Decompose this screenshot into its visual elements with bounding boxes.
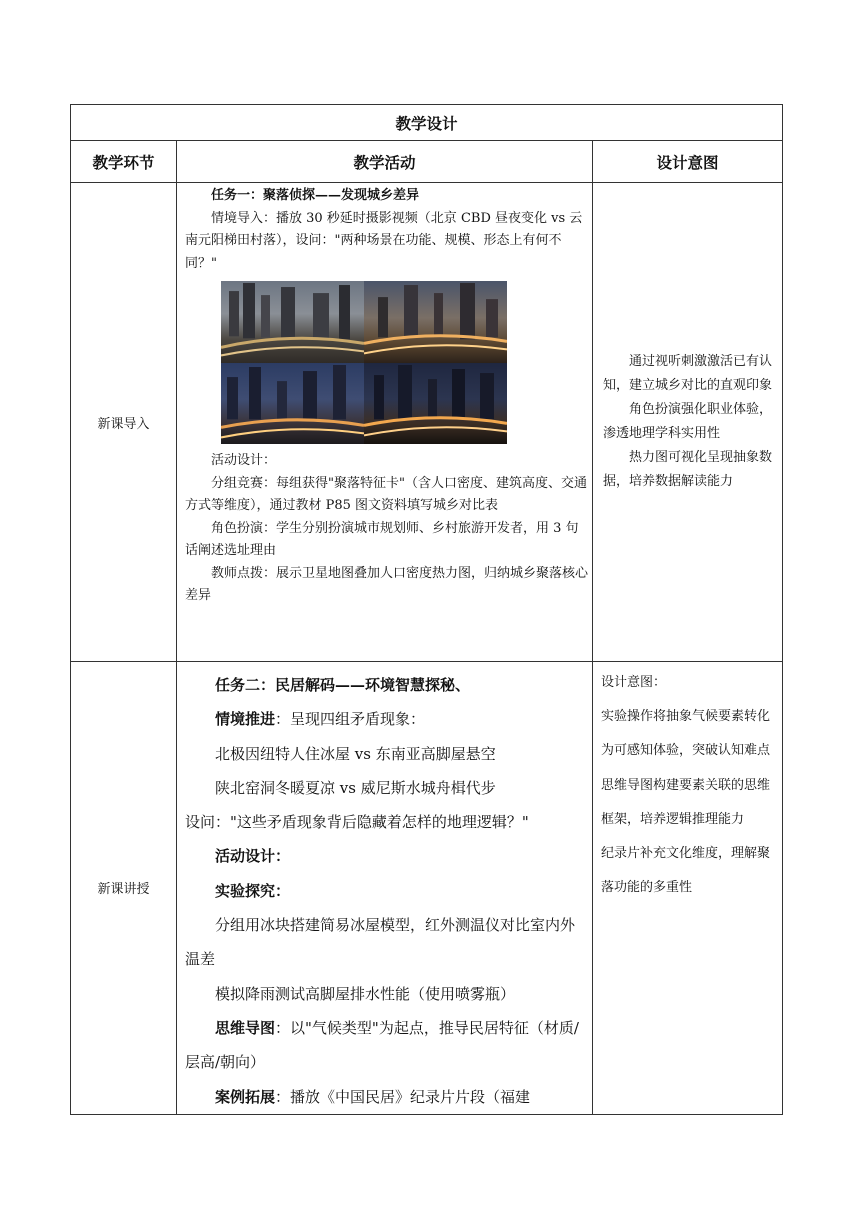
- table-row: [71, 183, 783, 662]
- city-photo: [364, 281, 507, 363]
- city-photo: [221, 363, 364, 445]
- header-stage: 教学环节: [71, 141, 177, 183]
- activity-teacher-guidance: 教师点拨：展示卫星地图叠加人口密度热力图，归纳城乡聚落核心差异: [185, 565, 589, 603]
- city-photo: [364, 363, 507, 445]
- case-text: ：播放《中国民居》纪录片片段（福建: [275, 1087, 531, 1106]
- activity-competition: 分组竞赛：每组获得"聚落特征卡"（含人口密度、建筑高度、交通方式等维度），通过教材 P85 图文资料填写城乡对比表: [185, 475, 587, 513]
- contrast-line: 北极因纽特人住冰屋 vs 东南亚高脚屋悬空: [215, 744, 496, 763]
- activity-label: 活动设计：: [211, 453, 277, 468]
- stage-cell: 新课讲授: [71, 662, 177, 1115]
- timelapse-photo-grid: [221, 281, 507, 444]
- contrast-line: 陕北窑洞冬暖夏凉 vs 威尼斯水城舟楫代步: [215, 778, 496, 797]
- city-photo: [221, 281, 364, 363]
- experiment-label: 实验探究：: [215, 881, 291, 900]
- task-title: 任务一：聚落侦探——发现城乡差异: [211, 188, 420, 203]
- mindmap-label: 思维导图: [215, 1018, 276, 1037]
- intent-text: 角色扮演强化职业体验，渗透地理学科实用性: [603, 402, 773, 441]
- case-line: [185, 1080, 588, 1114]
- experiment-line: 模拟降雨测试高脚屋排水性能（使用喷雾瓶）: [215, 984, 516, 1003]
- teaching-design-table: [70, 104, 783, 1115]
- activity-cell: [177, 183, 593, 662]
- header-activity: 教学活动: [177, 141, 593, 183]
- activity-cell: [177, 662, 593, 1115]
- case-label: 案例拓展: [215, 1087, 276, 1106]
- experiment-line: 分组用冰块搭建简易冰屋模型，红外测温仪对比室内外温差: [185, 916, 576, 969]
- activity-roleplay: 角色扮演：学生分别扮演城市规划师、乡村旅游开发者，用 3 句话阐述选址理由: [185, 520, 579, 558]
- intent-cell: [593, 662, 783, 1115]
- scene-intro: 情境导入：播放 30 秒延时摄影视频（北京 CBD 昼夜变化 vs 云南元阳梯田村落），设问："两种场景在功能、规模、形态上有何不同？": [185, 210, 583, 271]
- intent-text: 热力图可视化呈现抽象数据，培养数据解读能力: [603, 450, 773, 489]
- scene-text: ：呈现四组矛盾现象：: [275, 710, 426, 729]
- question-line: 设问："这些矛盾现象背后隐藏着怎样的地理逻辑？": [185, 813, 529, 832]
- scene-label: 情境推进: [215, 710, 276, 729]
- intent-cell: [593, 183, 783, 662]
- table-row: [71, 662, 783, 1115]
- scene-line: [185, 702, 588, 736]
- intent-text: 通过视听刺激激活已有认知，建立城乡对比的直观印象: [603, 354, 773, 393]
- mindmap-text: ：以"气候类型"为起点，推导民居特征（材质/层高/朝向）: [185, 1018, 579, 1072]
- stage-cell: 新课导入: [71, 183, 177, 662]
- intent-text: 思维导图构建要素关联的思维框架，培养逻辑推理能力: [601, 777, 771, 827]
- task-title: 任务二：民居解码——环境智慧探秘、: [215, 676, 471, 694]
- activity-label: 活动设计：: [215, 847, 291, 866]
- header-intent: 设计意图: [593, 141, 783, 183]
- intent-text: 实验操作将抽象气候要素转化为可感知体验，突破认知难点: [601, 709, 771, 759]
- mindmap-line: [185, 1011, 588, 1080]
- intent-text: 纪录片补充文化维度，理解聚落功能的多重性: [601, 846, 771, 896]
- intent-text: 设计意图：: [601, 675, 667, 690]
- table-title: 教学设计: [71, 105, 783, 141]
